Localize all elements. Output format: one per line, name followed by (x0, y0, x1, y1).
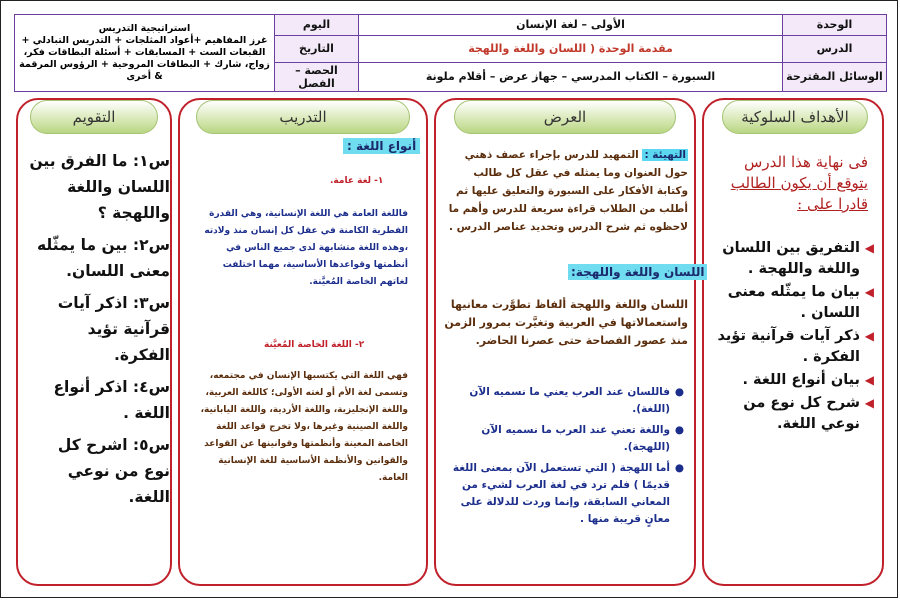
objectives-intro (716, 152, 868, 215)
evaluation-header: التقويم (30, 100, 158, 134)
strategy-title: استراتيجية التدريس (98, 23, 191, 34)
list-item: ● فاللسان عند العرب يعني ما نسميه الآن (اللغة). (469, 386, 684, 415)
question-item: س١: ما الفرق بين اللسان واللغة واللهجة ؟ (29, 152, 170, 222)
list-item: ◀ بيان أنواع اللغة . (706, 370, 874, 391)
training-section-title: أنواع اللغة : (343, 138, 420, 154)
list-item: ◀ التفريق بين اللسان واللغة واللهجة . (722, 240, 874, 277)
bullet-arrow-icon: ◀ (864, 285, 874, 299)
question-item: س٣: اذكر آيات قرآنية تؤيد الفكرة. (57, 294, 170, 364)
lesson-label: الدرس (783, 35, 887, 62)
day-label: اليوم (275, 15, 359, 36)
strategy-cell (15, 15, 275, 92)
presentation-header: العرض (454, 100, 676, 134)
presentation-section-text: اللسان واللغة واللهجة ألفاظ تطوَّرت معانيها واستعمالاتها في العربية وتغيَّرت بمرور الزمن منذ عصور الفصاحة حتى عصرنا الحاضر. (444, 298, 688, 347)
training-sub1-heading (330, 176, 383, 186)
training-sub1-num: ١- (374, 176, 384, 186)
lesson-header-table (14, 14, 887, 92)
intro-tag: التهيئة : (644, 149, 686, 161)
training-sub2-text: فهي اللغة التي يكتسبها الإنسان في مجتمعه، وتسمى لغة الأم أو لغته الأولى؛ كاللغة العربية، واللغة الإنجليزية، واللغة الأردية، واللغة اليابانية، واللغة الصينية وغيرها ،ولا تخرج قواعد اللغة الخاصة المعينة وأنظمتها وقوانينها عن القواعد والقوانين والأنظمة الأساسية للغة الإنسانية العامة. (200, 371, 408, 483)
question-item: س٢: بين ما يمثّله معنى اللسان. (36, 236, 170, 280)
bullet-arrow-icon: ◀ (864, 373, 874, 387)
bullet-arrow-icon: ◀ (864, 396, 874, 410)
date-label: التاريخ (275, 35, 359, 62)
training-sub1-text: فاللغة العامة هي اللغة الإنسانية، وهي القدرة الفطرية الكامنة في عقل كل إنسان منذ ولادته ،وهذه اللغة متشابهة لدى جميع الناس في أنظمتها وقواعدها الأساسية، مهما اختلفت لغاتهم الخاصة المُعيَّنة. (204, 209, 408, 287)
list-item: ◀ شرح كل نوع من نوعي اللغة. (743, 395, 874, 432)
bullet-dot-icon: ● (674, 462, 684, 474)
bullet-dot-icon: ● (674, 386, 684, 398)
presentation-section-title: اللسان واللغة واللهجة: (568, 264, 707, 280)
strategy-text: غرز المفاهيم +أعواد المثلجات + التدريس التبادلي + القبعات الست + المسابقات + أسئلة البطاقات فكر، زواج، شارك + البطاقات المروحية + الرؤوس المرقمة & أخرى (19, 35, 270, 82)
objectives-list (706, 238, 874, 437)
unit-label: الوحدة (783, 15, 887, 36)
tools-label: الوسائل المقترحة (783, 62, 887, 91)
list-item: ◀ ذكر آيات قرآنية تؤيد الفكرة . (717, 328, 874, 365)
tools-value: السبورة – الكتاب المدرسي – جهاز عرض – أقلام ملونة (359, 62, 783, 91)
period-label: الحصة – الفصل (275, 62, 359, 91)
question-item: س٤: اذكر أنواع اللغة . (53, 378, 170, 422)
unit-value: الأولى – لغة الإنسان (359, 15, 783, 36)
list-item: ◀ بيان ما يمثّله معنى اللسان . (727, 284, 874, 321)
training-header: التدريب (196, 100, 410, 134)
training-sub1-title: لغة عامة. (330, 176, 372, 186)
list-item: ● أما اللهجة ( التي تستعمل الآن بمعنى اللغة قديمًا ) فلم ترد في لغة العرب لشيء من المعاني السابقة، وإنما وردت للدلالة على معانٍ قريبة منها . (452, 462, 684, 525)
bullet-arrow-icon: ◀ (864, 241, 874, 255)
objectives-intro-line: قادرا على : (797, 195, 868, 213)
objectives-intro-line: يتوقع أن يكون الطالب (730, 174, 868, 192)
training-sub2-heading (264, 340, 364, 350)
presentation-intro (440, 146, 688, 236)
bullet-dot-icon: ● (674, 424, 684, 436)
list-item: ● واللغة تعني عند العرب ما نسميه الآن (اللهجة). (481, 424, 684, 453)
question-item: س٥: اشرح كل نوع من نوعي اللغة. (57, 436, 170, 506)
bullet-arrow-icon: ◀ (864, 329, 874, 343)
lesson-value: مقدمة الوحدة ( اللسان واللغة واللهجة (359, 35, 783, 62)
objectives-header: الأهداف السلوكية (722, 100, 868, 134)
training-sub2-num: ٢- (354, 340, 365, 350)
objectives-intro-line: فى نهاية هذا الدرس (744, 153, 868, 171)
presentation-bullets (448, 384, 684, 532)
training-sub2-title: اللغة الخاصة المُعيَّنة (264, 340, 352, 350)
evaluation-questions (28, 148, 170, 516)
intro-text: التمهيد للدرس بإجراء عصف ذهني حول العنوان وما يمثله في عقل كل طالب وكتابة الأفكار على السبورة والتعليق عليها ثم أطلب من الطلاب قراءة سريعة للدرس وأهم ما لاحظوه ثم شرح الدرس وتحديد عناصر الدرس . (448, 149, 688, 233)
